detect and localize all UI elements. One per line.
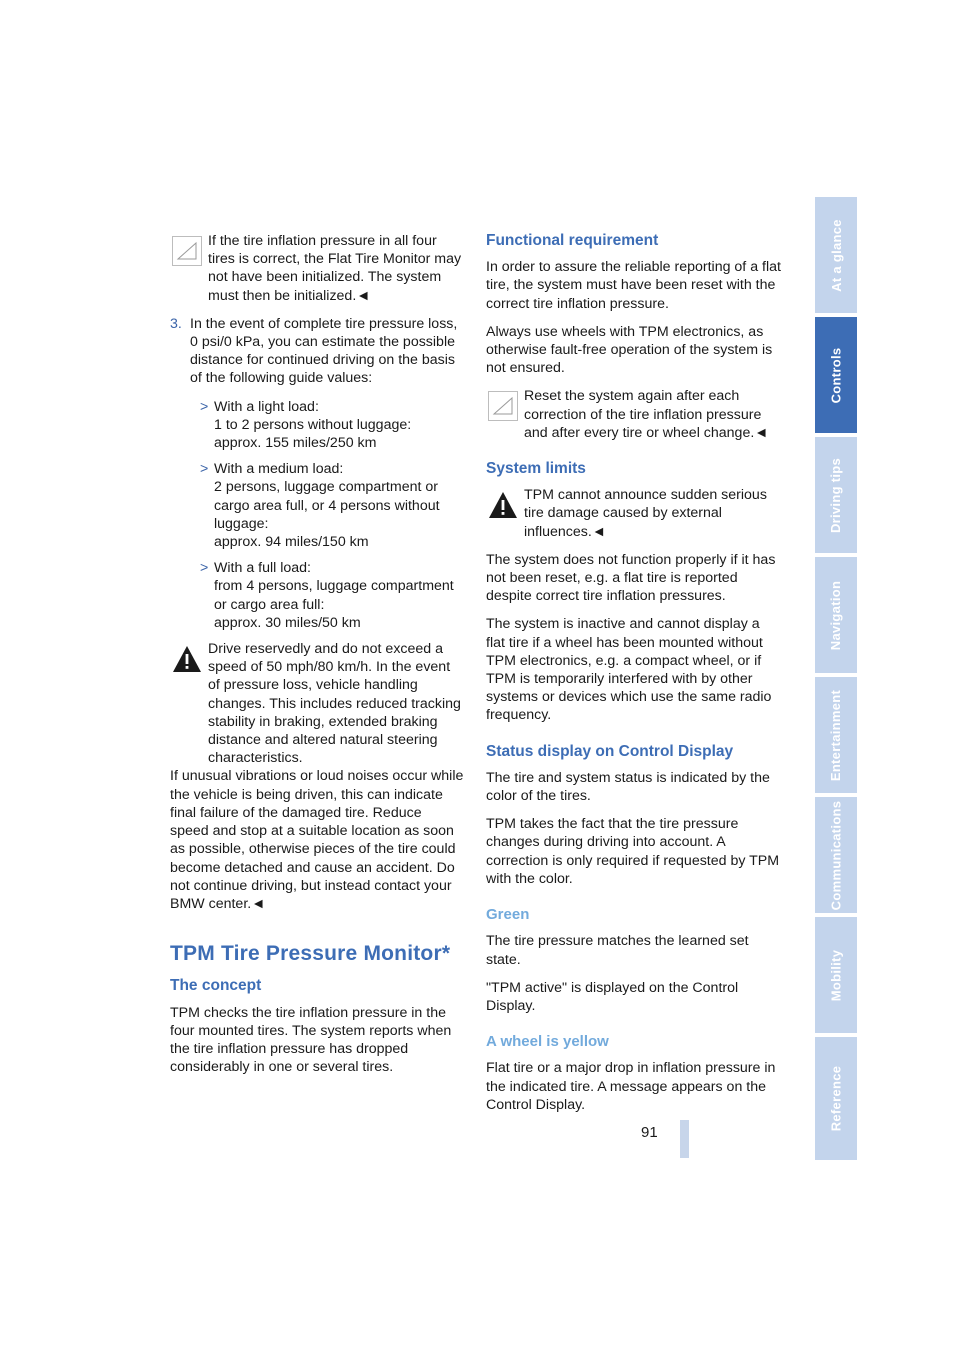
warning-icon [488, 490, 518, 520]
warning-text: TPM cannot announce sudden serious tire damage caused by external influences.◄ [524, 487, 767, 540]
item-3-text: In the event of complete tire pressure loss, 0 psi/0 kPa, you can estimate the possible distance for continued driving on the basis of the following guide values: [190, 315, 458, 387]
warning-note [170, 640, 464, 913]
limits-paragraph-2: The system is inactive and cannot display a flat tire if a wheel has been mounted without TPM electronics, e.g. a compact wheel, or if TPM is temporarily interfered with by other systems or devices which use the same radio frequency. [486, 616, 772, 724]
warning-text: Drive reservedly and do not exceed a speed of 50 mph/80 km/h. In the event of pressure loss, vehicle handling changes. This includes reduced tracking stability in braking, extended braking distance and altered natural steering characteristics. [208, 641, 461, 767]
info-note [486, 387, 782, 442]
load-line: With a full load: [214, 560, 311, 577]
tab-communications[interactable] [815, 797, 857, 913]
green-heading: Green [486, 906, 530, 924]
load-line: approx. 155 miles/250 km [214, 435, 377, 452]
tab-reference[interactable] [815, 1037, 857, 1160]
yellow-paragraph: Flat tire or a major drop in inflation pressure in the indicated tire. A message appears on the Control Display. [486, 1060, 776, 1113]
info-note [170, 232, 464, 305]
bullet-mark: > [200, 560, 209, 577]
load-item-light [170, 398, 464, 453]
info-note-text: Reset the system again after each correction of the tire inflation pressure and after every tire or wheel change.◄ [524, 388, 769, 441]
green-paragraph-2: "TPM active" is displayed on the Control Display. [486, 979, 739, 1014]
warning-note [486, 486, 782, 541]
tab-at-a-glance[interactable] [815, 197, 857, 313]
right-column [486, 232, 782, 1124]
status-display-heading: Status display on Control Display [486, 742, 734, 760]
functional-paragraph-1: In order to assure the reliable reporting of a flat tire, the system must have been reset with the correct tire inflation pressure. [486, 259, 781, 312]
note-arrow-icon [172, 236, 202, 266]
section-tabs [815, 197, 857, 1160]
tab-label: Controls [828, 347, 844, 403]
concept-heading: The concept [170, 977, 262, 995]
item-number: 3. [170, 315, 182, 332]
page-number-bar [680, 1120, 689, 1158]
left-column [170, 232, 464, 1086]
warning-icon [172, 644, 202, 674]
limits-paragraph-1: The system does not function properly if it has not been reset, e.g. a flat tire is reported despite correct tire inflation pressures. [486, 551, 776, 605]
load-item-full [170, 559, 464, 632]
load-list [170, 398, 464, 632]
load-line: 1 to 2 persons without luggage: [214, 416, 412, 433]
tab-label: Communications [828, 800, 844, 910]
tab-label: Entertainment [828, 689, 844, 781]
tab-label: Driving tips [828, 457, 844, 533]
bullet-mark: > [200, 461, 209, 478]
load-line: 2 persons, luggage compartment or cargo area full, or 4 persons without luggage: [214, 479, 440, 532]
green-paragraph-1: The tire pressure matches the learned set state. [486, 933, 749, 968]
status-paragraph-1: The tire and system status is indicated by the color of the tires. [486, 769, 770, 805]
numbered-item-3 [170, 315, 464, 388]
tab-mobility[interactable] [815, 917, 857, 1033]
tab-label: Reference [828, 1065, 844, 1132]
warning-text-continued: If unusual vibrations or loud noises occur while the vehicle is being driven, this can indicate final failure of the damaged tire. Reduce speed and stop at a suitable location as soon as possible, otherwise pieces of the tire could become detached and cause an accident. Do not continue driving, but instead contact your BMW center.◄ [170, 768, 464, 912]
functional-paragraph-2: Always use wheels with TPM electronics, as otherwise fault-free operation of the system is not ensured. [486, 323, 773, 377]
page-number: 91 [641, 1124, 658, 1141]
load-line: approx. 30 miles/50 km [214, 614, 361, 631]
info-note-text: If the tire inflation pressure in all four tires is correct, the Flat Tire Monitor may not have been initialized. The system must then be initialized.◄ [208, 233, 462, 304]
functional-requirement-heading: Functional requirement [486, 232, 659, 249]
load-line: approx. 94 miles/150 km [214, 534, 369, 551]
tab-driving-tips[interactable] [815, 437, 857, 553]
system-limits-heading: System limits [486, 460, 586, 478]
tab-navigation[interactable] [815, 557, 857, 673]
optional-star: * [441, 942, 451, 966]
section-title [170, 942, 464, 966]
load-item-medium [170, 460, 464, 551]
concept-paragraph: TPM checks the tire inflation pressure in the four mounted tires. The system reports when the tire inflation pressure has dropped considerably in one or several tires. [170, 1004, 452, 1076]
load-line: With a medium load: [214, 461, 344, 478]
yellow-heading: A wheel is yellow [486, 1033, 609, 1051]
tab-label: Mobility [828, 949, 844, 1001]
bullet-mark: > [200, 398, 209, 415]
tab-label: Navigation [828, 580, 844, 650]
note-arrow-icon [488, 391, 518, 421]
tab-entertainment[interactable] [815, 677, 857, 793]
section-title-text: TPM Tire Pressure Monitor [170, 942, 442, 966]
tab-label: At a glance [828, 218, 844, 292]
status-paragraph-2: TPM takes the fact that the tire pressure changes during driving into account. A correction is only required if requested by TPM with the color. [486, 816, 780, 887]
load-line: from 4 persons, luggage compartment or cargo area full: [214, 578, 454, 613]
tab-controls[interactable] [815, 317, 857, 433]
load-line: With a light load: [214, 398, 319, 415]
